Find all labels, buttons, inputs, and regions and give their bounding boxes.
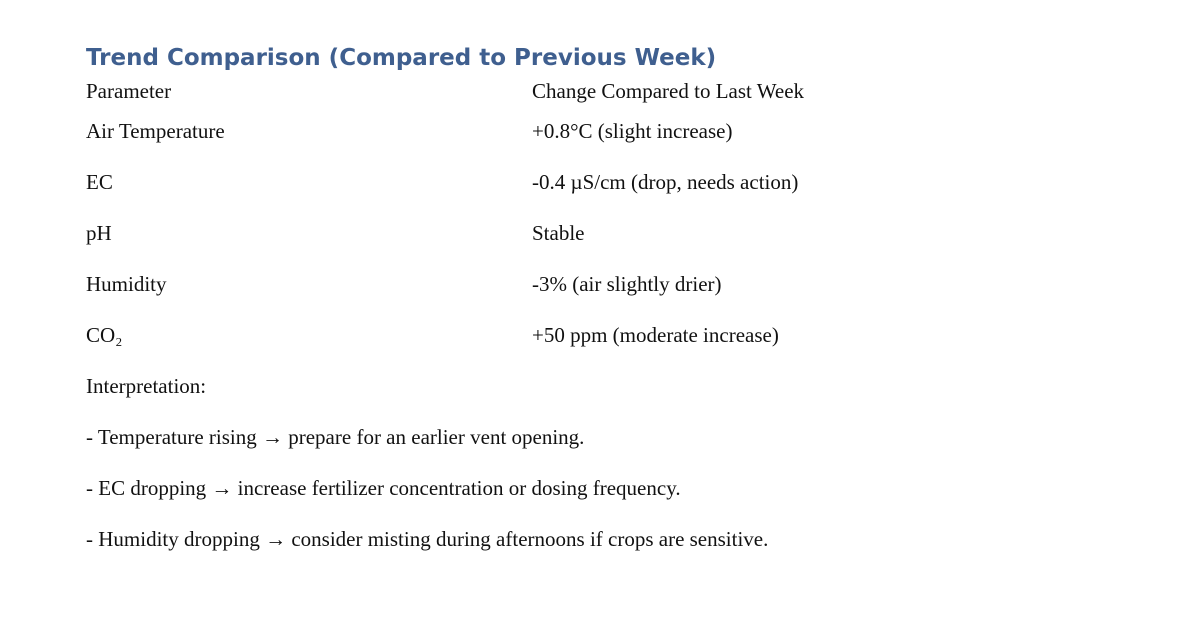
parameter-cell: Air Temperature — [86, 119, 225, 143]
change-cell: Stable — [532, 221, 585, 245]
section-heading: Trend Comparison (Compared to Previous Week) — [86, 45, 717, 71]
interpretation-item: - EC dropping → increase fertilizer concentration or dosing frequency. — [86, 476, 681, 500]
parameter-cell: pH — [86, 221, 112, 245]
table-row — [86, 320, 1166, 371]
table-row — [86, 218, 1166, 269]
table-row — [86, 167, 1166, 218]
interpretation-item: - Humidity dropping → consider misting during afternoons if crops are sensitive. — [86, 527, 769, 551]
parameter-cell: Humidity — [86, 272, 167, 296]
table-header-row — [86, 76, 1166, 116]
column-header-parameter: Parameter — [86, 79, 172, 103]
table-row — [86, 269, 1166, 320]
parameter-cell: CO₂ — [86, 323, 123, 347]
interpretation-item: - Temperature rising → prepare for an earlier vent opening. — [86, 425, 585, 449]
change-cell: +0.8°C (slight increase) — [532, 119, 733, 143]
interpretation-label: Interpretation: — [86, 374, 207, 398]
table-row — [86, 116, 1166, 167]
document-page — [86, 40, 1166, 575]
parameter-cell: EC — [86, 170, 113, 194]
change-cell: -0.4 µS/cm (drop, needs action) — [532, 170, 799, 194]
change-cell: +50 ppm (moderate increase) — [532, 323, 779, 347]
column-header-change: Change Compared to Last Week — [532, 79, 805, 103]
change-cell: -3% (air slightly drier) — [532, 272, 722, 296]
